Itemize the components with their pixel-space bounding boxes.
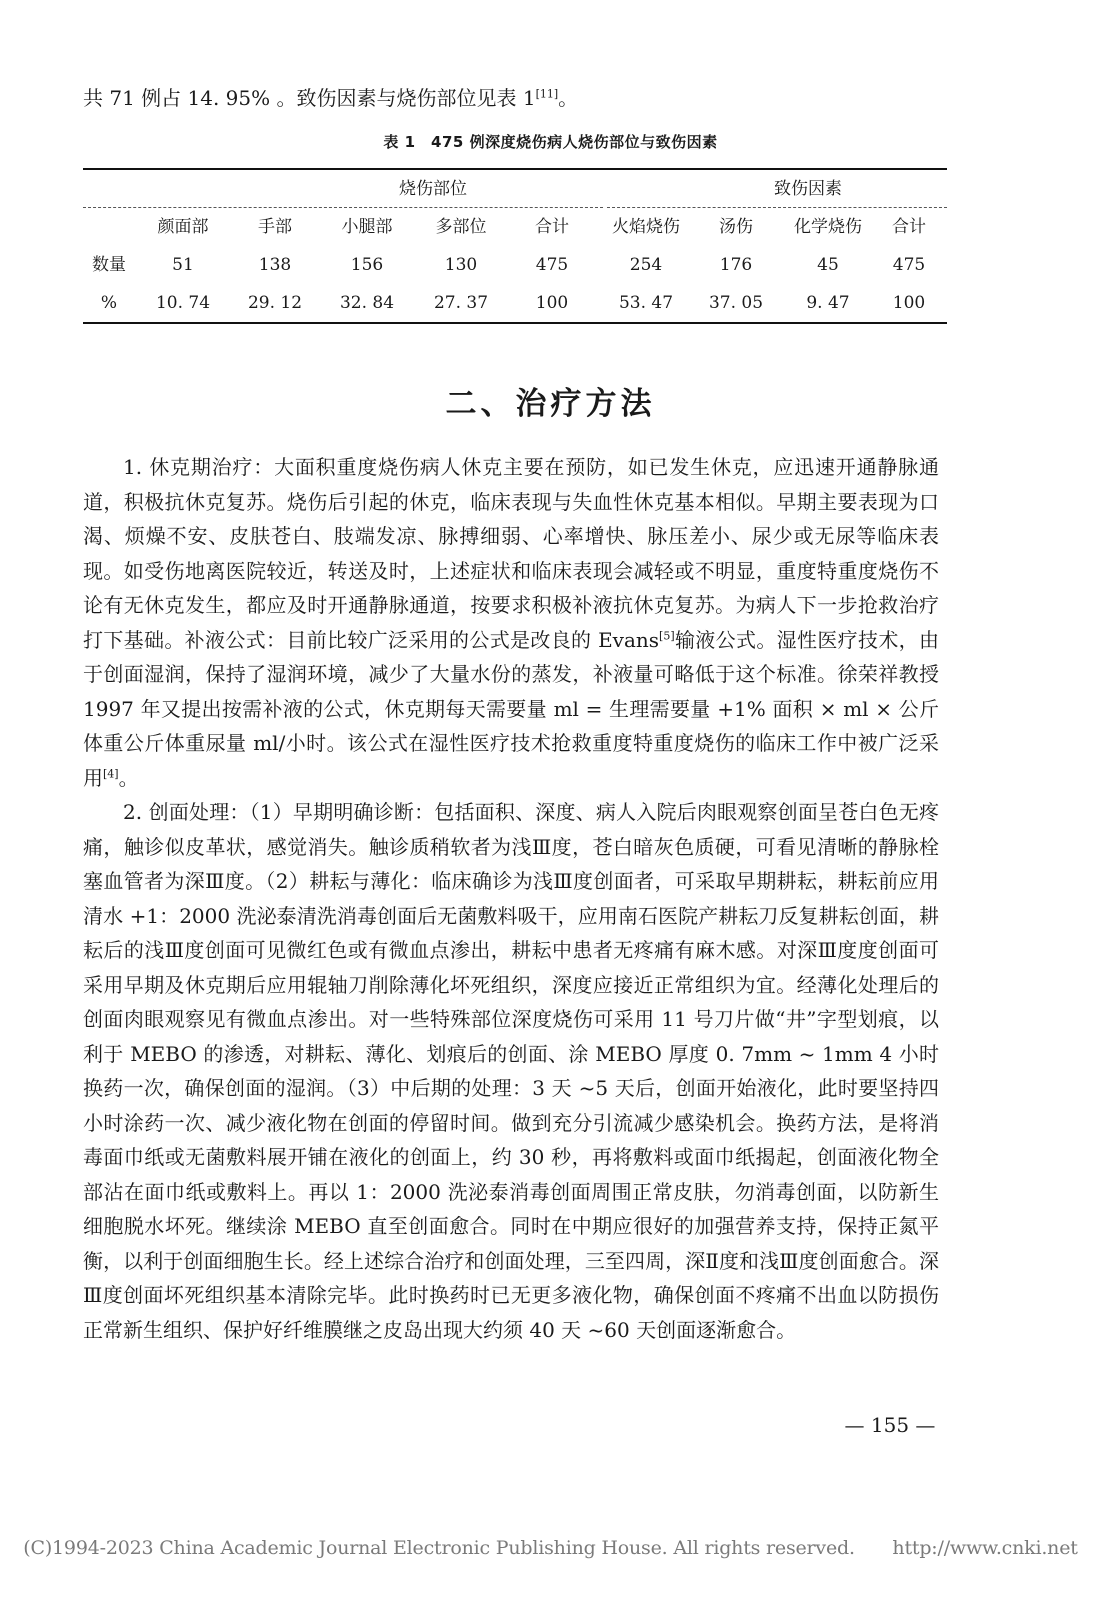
- group-header-burn-site: 烧伤部位: [399, 179, 467, 199]
- table-cell: 51: [172, 255, 194, 275]
- row-label: 数量: [92, 255, 126, 275]
- column-header: 小腿部: [341, 217, 393, 237]
- group-header-injury-cause: 致伤因素: [774, 179, 842, 199]
- table-cell: 156: [350, 255, 384, 275]
- column-header: 合计: [892, 217, 926, 237]
- column-header: 多部位: [435, 217, 487, 237]
- page-number: — 155 —: [844, 1413, 936, 1437]
- column-header: 汤伤: [719, 217, 753, 237]
- table-cell: 45: [817, 255, 839, 275]
- lead-end: 。: [558, 86, 579, 110]
- table-cell: 53. 47: [618, 293, 674, 313]
- table-cell: 100: [535, 293, 569, 313]
- table-cell: 10. 74: [155, 293, 211, 313]
- table-cell: 100: [892, 293, 926, 313]
- paragraph-text: 输液公式。湿性医疗技术，由于创面湿润，保持了湿润环境，减少了大量水份的蒸发，补液量可略低于这个标准。徐荣祥教授 1997 年又提出按需补液的公式，休克期每天需要量 ml = 生理需要量 +1% 面积 × ml × 公斤体重公斤体重尿量 ml/小时。该公式在湿性医疗技术抢救重度特重度烧伤的临床工作中被广泛采用: [83, 627, 940, 790]
- table-group-row: [83, 170, 947, 208]
- table-cell: 32. 84: [339, 293, 395, 313]
- column-header: 火焰烧伤: [612, 217, 680, 237]
- table-cell: 37. 05: [708, 293, 764, 313]
- row-label: %: [100, 293, 118, 313]
- table-cell: 138: [258, 255, 292, 275]
- paragraph-text: 。: [118, 765, 139, 790]
- copyright-footer: (C)1994-2023 China Academic Journal Electronic Publishing House. All rights reserved. http://www.cnki.net: [23, 1537, 1078, 1559]
- table-cell: 475: [535, 255, 569, 275]
- table-cell: 130: [444, 255, 478, 275]
- table-cell: 475: [892, 255, 926, 275]
- lead-text: 共 71 例占 14. 95% 。致伤因素与烧伤部位见表 1: [83, 86, 536, 110]
- table-cell: 29. 12: [247, 293, 303, 313]
- table-caption: 表 1 475 例深度烧伤病人烧伤部位与致伤因素: [383, 133, 718, 151]
- table-row: [83, 246, 947, 284]
- section-heading: 二、治疗方法: [445, 386, 656, 422]
- table-row: [83, 284, 947, 322]
- paragraph-text: 1. 休克期治疗：大面积重度烧伤病人休克主要在预防，如已发生休克，应迅速开通静脉通道，积极抗休克复苏。烧伤后引起的休克，临床表现与失血性休克基本相似。早期主要表现为口渴、烦燥不安、皮肤苍白、肢端发凉、脉搏细弱、心率增快、脉压差小、尿少或无尿等临床表现。如受伤地离医院较近，转送及时，上述症状和临床表现会减轻或不明显，重度特重度烧伤不论有无休克发生，都应及时开通静脉通道，按要求积极补液抗休克复苏。为病人下一步抢救治疗打下基础。补液公式：目前比较广泛采用的公式是改良的 Evans: [83, 455, 939, 652]
- column-header: 合计: [535, 217, 569, 237]
- column-header: 化学烧伤: [794, 217, 862, 237]
- table-cell: 9. 47: [806, 293, 850, 313]
- table-cell: 254: [629, 255, 663, 275]
- column-header: 颜面部: [157, 217, 209, 237]
- paragraph-wound-treatment: 2. 创面处理：（1）早期明确诊断：包括面积、深度、病人入院后肉眼观察创面呈苍白色无疼痛，触诊似皮革状，感觉消失。触诊质稍软者为浅Ⅲ度，苍白暗灰色质硬，可看见清晰的静脉栓塞血管者为深Ⅲ度。（2）耕耘与薄化：临床确诊为浅Ⅲ度创面者，可采取早期耕耘，耕耘前应用清水 +1：2000 洗泌泰清洗消毒创面后无菌敷料吸干，应用南石医院产耕耘刀反复耕耘创面，耕耘后的浅Ⅲ度创面可见微红色或有微血点渗出，耕耘中患者无疼痛有麻木感。对深Ⅲ度度创面可采用早期及休克期后应用辊轴刀削除薄化坏死组织，深度应接近正常组织为宜。经薄化处理后的创面肉眼观察见有微血点渗出。对一些特殊部位深度烧伤可采用 11 号刀片做“井”字型划痕，以利于 MEBO 的渗透，对耕耘、薄化、划痕后的创面、涂 MEBO 厚度 0. 7mm ~ 1mm 4 小时换药一次，确保创面的湿润。（3）中后期的处理：3 天 ~5 天后，创面开始液化，此时要坚持四小时涂药一次、减少液化物在创面的停留时间。做到充分引流减少感染机会。换药方法，是将消毒面巾纸或无菌敷料展开铺在液化的创面上，约 30 秒，再将敷料或面巾纸揭起，创面液化物全部沾在面巾纸或敷料上。再以 1：2000 洗泌泰消毒创面周围正常皮肤，勿消毒创面，以防新生细胞脱水坏死。继续涂 MEBO 直至创面愈合。同时在中期应很好的加强营养支持，保持正氮平衡，以利于创面细胞生长。经上述综合治疗和创面处理，三至四周，深Ⅱ度和浅Ⅲ度创面愈合。深Ⅲ度创面坏死组织基本清除完毕。此时换药时已无更多液化物，确保创面不疼痛不出血以防损伤正常新生组织、保护好纤维膜继之皮岛出现大约须 40 天 ~60 天创面逐渐愈合。: [83, 800, 939, 1342]
- paragraph-shock-treatment: [83, 450, 939, 795]
- reference-marker: [5]: [659, 628, 675, 642]
- table-cell: 27. 37: [433, 293, 489, 313]
- body-text: [83, 450, 939, 1347]
- reference-marker: [4]: [103, 766, 119, 780]
- data-table: [83, 168, 947, 324]
- lead-reference: [11]: [535, 87, 559, 101]
- table-header-row: [83, 208, 947, 246]
- lead-sentence: [83, 84, 983, 112]
- column-header: 手部: [258, 217, 292, 237]
- table-cell: 176: [719, 255, 753, 275]
